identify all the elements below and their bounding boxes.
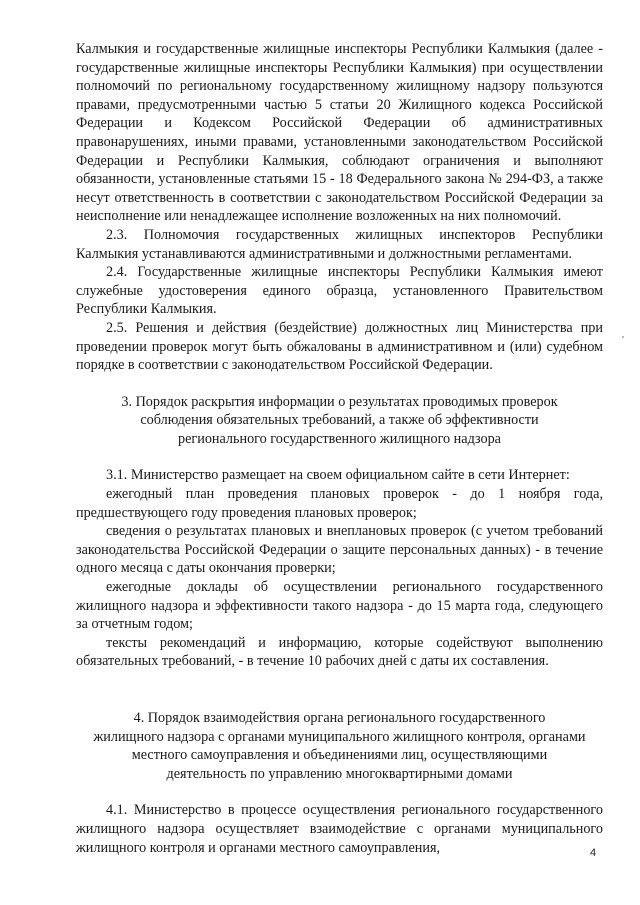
paragraph-2-2-continued: Калмыкия и государственные жилищные инспекторы Республики Калмыкия (далее - государственные жилищные инспекторы Республики Калмыкия) при осуществлении полномочий по региональному государственному жилищному надзору пользуются правами, предусмотренными частью 5 статьи 20 Жилищного кодекса Российской Федерации и Кодексом Российской Федерации об административных правонарушениях, иными правами, установленными законодательством Российской Федерации и Республики Калмыкия, соблюдают ограничения и выполняют обязанности, установленные статьями 15 - 18 Федерального закона № 294-ФЗ, а также несут ответственность в соответствии с законодательством Российской Федерации за неисполнение или ненадлежащее исполнение возложенных на них полномочий. [76, 41, 603, 225]
paragraph-2-5: 2.5. Решения и действия (бездействие) должностных лиц Министерства при проведении проверок могут быть обжалованы в административном и (или) судебном порядке в соответствии с законодательством Российской Федерации. [76, 319, 603, 374]
section-4-heading-line-2: жилищного надзора с органами муниципального жилищного контроля, органами [93, 728, 586, 745]
list-item: тексты рекомендаций и информацию, которые содействуют выполнению обязательных требований, - в течение 10 рабочих дней с даты их составления. [76, 634, 603, 670]
section-3-heading-line-3: регионального государственного жилищного надзора [178, 430, 501, 447]
section-4-heading [76, 709, 603, 783]
section-4-heading-line-3: местного самоуправления и объединениями лиц, осуществляющими [131, 747, 548, 764]
spacer [76, 671, 603, 709]
section-3-heading-line-2: соблюдения обязательных требований, а также об эффективности [140, 412, 539, 429]
paragraph-2-3: 2.3. Полномочия государственных жилищных инспекторов Республики Калмыкия устанавливаются административными и должностными регламентами. [76, 226, 603, 262]
paragraph-4-1: 4.1. Министерство в процессе осуществления регионального государственного жилищного надзора осуществляет взаимодействие с органами муниципального жилищного контроля и органами местного самоуправления, [76, 802, 603, 856]
spacer [76, 783, 603, 801]
list-item: сведения о результатах плановых и внеплановых проверок (с учетом требований законодательства Российской Федерации о защите персональных данных) - в течение одного месяца с даты окончания проверки; [76, 523, 603, 577]
section-4-heading-line-1: 4. Порядок взаимодействия органа регионального государственного [133, 710, 546, 726]
list-item: ежегодный план проведения плановых проверок - до 1 ноября года, предшествующего году проведения плановых проверок; [76, 486, 603, 521]
spacer [76, 375, 603, 393]
section-4-heading-line-4: деятельность по управлению многоквартирными домами [166, 765, 513, 782]
paragraph-3-1: 3.1. Министерство размещает на своем официальном сайте в сети Интернет: [106, 467, 570, 484]
section-3-heading-line-1: 3. Порядок раскрытия информации о результатах проводимых проверок [121, 393, 558, 410]
page-number: 4 [590, 847, 597, 859]
spacer [76, 448, 603, 466]
paragraph-2-4: 2.4. Государственные жилищные инспекторы Республики Калмыкия имеют служебные удостоверения единого образца, установленного Правительством Республики Калмыкия. [76, 264, 603, 318]
section-3-heading [76, 393, 603, 449]
scan-mark [622, 336, 624, 338]
page-body [76, 40, 603, 857]
list-item: ежегодные доклады об осуществлении регионального государственного жилищного надзора и эффективности такого надзора - до 15 марта года, следующего за отчетным годом; [76, 579, 603, 633]
